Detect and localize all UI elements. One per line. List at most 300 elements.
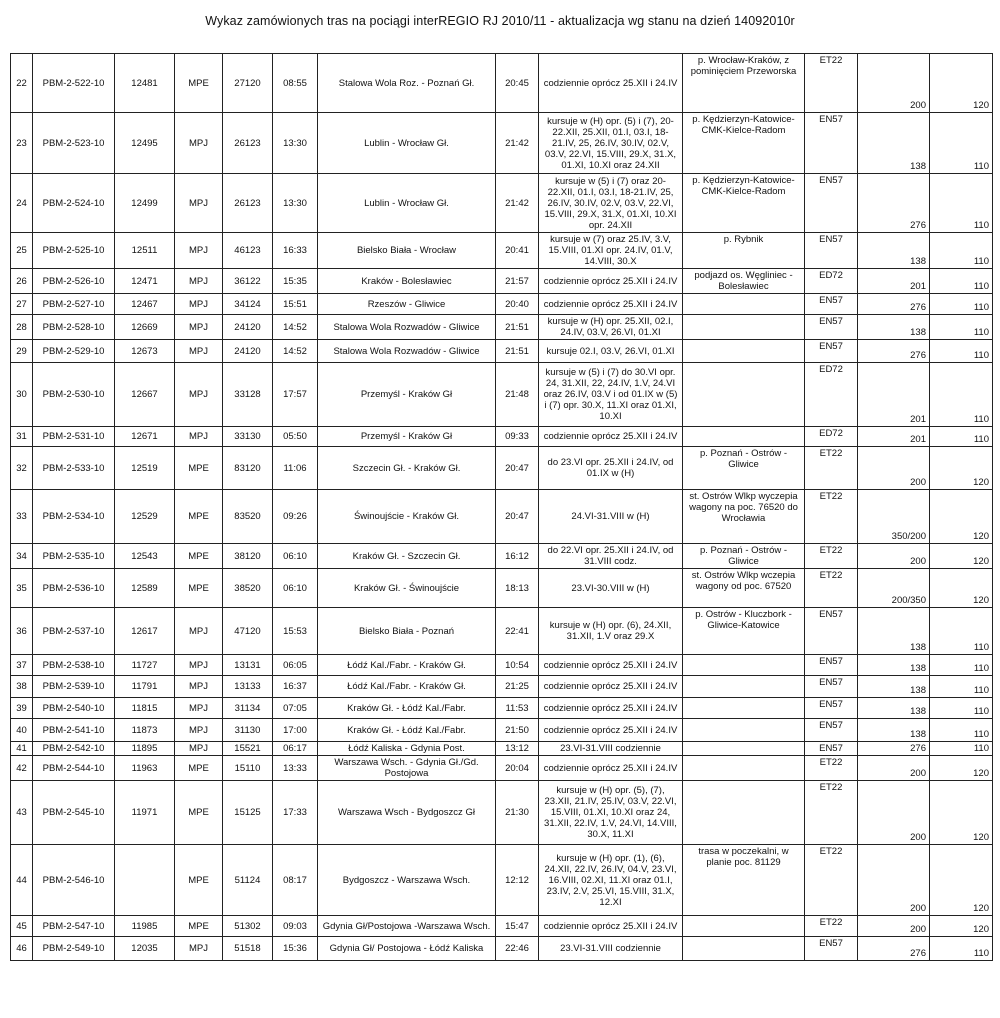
train-length-cell: 201 [858,269,930,294]
train-number-cell: 12529 [115,490,175,544]
train-number-cell: 11963 [115,756,175,781]
max-speed-cell: 110 [930,315,993,340]
arrival-time-cell: 18:13 [496,569,539,608]
locomotive-type-cell: EN57 [805,113,858,174]
route-id-cell: PBM-2-529-10 [33,340,115,363]
route-name-cell: Łódź Kaliska - Gdynia Post. [318,742,496,756]
route-remarks-cell: podjazd os. Węgliniec - Bolesławiec [683,269,805,294]
max-speed-cell: 120 [930,781,993,845]
departure-time-cell: 11:06 [273,447,318,490]
departure-time-cell: 13:30 [273,113,318,174]
running-days-cell: kursuje 02.I, 03.V, 26.VI, 01.XI [539,340,683,363]
train-length-cell: 350/200 [858,490,930,544]
row-number-cell: 33 [11,490,33,544]
departure-time-cell: 17:33 [273,781,318,845]
running-days-cell: do 22.VI opr. 25.XII i 24.IV, od 31.VIII codz. [539,544,683,569]
train-length-cell: 200/350 [858,569,930,608]
departure-time-cell: 14:52 [273,315,318,340]
train-length-cell: 276 [858,294,930,315]
timetable-number-cell: 31134 [223,698,273,719]
route-id-cell: PBM-2-537-10 [33,608,115,655]
train-number-cell: 12495 [115,113,175,174]
arrival-time-cell: 21:48 [496,363,539,427]
train-number-cell: 12673 [115,340,175,363]
max-speed-cell: 110 [930,340,993,363]
timetable-number-cell: 33130 [223,427,273,447]
route-remarks-cell: st. Ostrów Wlkp wyczepia wagony na poc. 76520 do Wrocławia [683,490,805,544]
timetable-number-cell: 15110 [223,756,273,781]
train-length-cell: 138 [858,698,930,719]
max-speed-cell: 110 [930,698,993,719]
departure-time-cell: 09:03 [273,916,318,937]
category-cell: MPE [175,54,223,113]
running-days-cell: kursuje w (H) opr. (6), 24.XII, 31.XII, 1.V oraz 29.X [539,608,683,655]
departure-time-cell: 06:17 [273,742,318,756]
train-length-cell: 138 [858,233,930,269]
category-cell: MPJ [175,269,223,294]
route-id-cell: PBM-2-542-10 [33,742,115,756]
train-number-cell: 12467 [115,294,175,315]
route-remarks-cell [683,315,805,340]
route-id-cell: PBM-2-527-10 [33,294,115,315]
running-days-cell: 24.VI-31.VIII w (H) [539,490,683,544]
max-speed-cell: 120 [930,756,993,781]
running-days-cell: codziennie oprócz 25.XII i 24.IV [539,676,683,698]
routes-table-body [11,54,993,961]
route-id-cell: PBM-2-539-10 [33,676,115,698]
routes-table [10,53,993,961]
locomotive-type-cell: ET22 [805,544,858,569]
timetable-number-cell: 51124 [223,845,273,916]
train-number-cell: 11971 [115,781,175,845]
route-remarks-cell [683,698,805,719]
train-length-cell: 200 [858,544,930,569]
arrival-time-cell: 21:25 [496,676,539,698]
departure-time-cell: 15:36 [273,937,318,961]
train-number-cell: 12671 [115,427,175,447]
table-row [11,363,993,427]
route-id-cell: PBM-2-533-10 [33,447,115,490]
locomotive-type-cell: EN57 [805,294,858,315]
arrival-time-cell: 10:54 [496,655,539,676]
table-row [11,490,993,544]
timetable-number-cell: 24120 [223,315,273,340]
route-name-cell: Stalowa Wola Rozwadów - Gliwice [318,315,496,340]
table-row [11,54,993,113]
arrival-time-cell: 16:12 [496,544,539,569]
max-speed-cell: 110 [930,937,993,961]
max-speed-cell: 110 [930,676,993,698]
row-number-cell: 41 [11,742,33,756]
route-remarks-cell [683,916,805,937]
route-id-cell: PBM-2-544-10 [33,756,115,781]
route-name-cell: Gdynia Gł/Postojowa -Warszawa Wsch. [318,916,496,937]
route-id-cell: PBM-2-526-10 [33,269,115,294]
running-days-cell: kursuje w (5) i (7) oraz 20-22.XII, 01.I, 03.I, 18-21.IV, 25, 26.IV, 30.IV, 02.V, 03.V, 22.VI, 15.VIII, 29.X, 31.X, 01.XI, 10.XI opr. 24.XII [539,174,683,233]
category-cell: MPE [175,781,223,845]
route-remarks-cell: p. Kędzierzyn-Katowice-CMK-Kielce-Radom [683,174,805,233]
locomotive-type-cell: EN57 [805,742,858,756]
row-number-cell: 35 [11,569,33,608]
table-row [11,781,993,845]
arrival-time-cell: 21:30 [496,781,539,845]
row-number-cell: 28 [11,315,33,340]
category-cell: MPJ [175,608,223,655]
train-number-cell: 12481 [115,54,175,113]
locomotive-type-cell: EN57 [805,719,858,742]
running-days-cell: kursuje w (5) i (7) do 30.VI opr. 24, 31.XII, 22, 24.IV, 1.V, 24.VI oraz 26.IV, 03.V i od 01.IX w (5) i (7) opr. 30.X, 11.XI oraz 01.XI, 10.XI [539,363,683,427]
category-cell: MPE [175,569,223,608]
running-days-cell: kursuje w (H) opr. (1), (6), 24.XII, 22.IV, 26.IV, 04.V, 23.VI, 16.VIII, 02.XI, 11.XI oraz 01.I, 23.IV, 2.V, 25.VI, 15.VIII, 31.X, 12.XI [539,845,683,916]
locomotive-type-cell: ET22 [805,756,858,781]
route-id-cell: PBM-2-541-10 [33,719,115,742]
arrival-time-cell: 20:04 [496,756,539,781]
departure-time-cell: 14:52 [273,340,318,363]
running-days-cell: 23.VI-31.VIII codziennie [539,742,683,756]
running-days-cell: kursuje w (H) opr. 25.XII, 02.I, 24.IV, 03.V, 26.VI, 01.XI [539,315,683,340]
train-number-cell: 12471 [115,269,175,294]
running-days-cell: codziennie oprócz 25.XII i 24.IV [539,54,683,113]
route-remarks-cell: p. Poznań - Ostrów - Gliwice [683,447,805,490]
arrival-time-cell: 21:50 [496,719,539,742]
timetable-number-cell: 51302 [223,916,273,937]
table-row [11,427,993,447]
arrival-time-cell: 12:12 [496,845,539,916]
train-number-cell [115,845,175,916]
arrival-time-cell: 09:33 [496,427,539,447]
route-id-cell: PBM-2-525-10 [33,233,115,269]
route-remarks-cell: p. Ostrów - Kluczbork - Gliwice-Katowice [683,608,805,655]
train-number-cell: 11791 [115,676,175,698]
row-number-cell: 25 [11,233,33,269]
departure-time-cell: 17:57 [273,363,318,427]
timetable-number-cell: 27120 [223,54,273,113]
table-row [11,569,993,608]
departure-time-cell: 16:37 [273,676,318,698]
route-name-cell: Przemyśl - Kraków Gł [318,363,496,427]
route-id-cell: PBM-2-546-10 [33,845,115,916]
row-number-cell: 44 [11,845,33,916]
timetable-number-cell: 51518 [223,937,273,961]
locomotive-type-cell: ET22 [805,569,858,608]
route-remarks-cell [683,655,805,676]
locomotive-type-cell: EN57 [805,174,858,233]
category-cell: MPJ [175,233,223,269]
category-cell: MPJ [175,315,223,340]
route-id-cell: PBM-2-524-10 [33,174,115,233]
locomotive-type-cell: EN57 [805,698,858,719]
table-row [11,655,993,676]
route-id-cell: PBM-2-531-10 [33,427,115,447]
max-speed-cell: 120 [930,569,993,608]
train-number-cell: 11873 [115,719,175,742]
train-number-cell: 11815 [115,698,175,719]
route-id-cell: PBM-2-545-10 [33,781,115,845]
route-remarks-cell [683,340,805,363]
running-days-cell: codziennie oprócz 25.XII i 24.IV [539,756,683,781]
route-id-cell: PBM-2-522-10 [33,54,115,113]
timetable-number-cell: 24120 [223,340,273,363]
route-name-cell: Rzeszów - Gliwice [318,294,496,315]
category-cell: MPJ [175,340,223,363]
running-days-cell: kursuje w (H) opr. (5) i (7), 20-22.XII, 25.XII, 01.I, 03.I, 18-21.IV, 25, 26.IV, 30.IV, 02.V, 03.V, 22.VI, 15.VIII, 29.X, 31.X, 01.XI, 10.XI oraz 24.XII [539,113,683,174]
arrival-time-cell: 22:46 [496,937,539,961]
route-id-cell: PBM-2-538-10 [33,655,115,676]
timetable-number-cell: 46123 [223,233,273,269]
train-number-cell: 12589 [115,569,175,608]
route-id-cell: PBM-2-540-10 [33,698,115,719]
row-number-cell: 31 [11,427,33,447]
arrival-time-cell: 21:51 [496,340,539,363]
departure-time-cell: 13:30 [273,174,318,233]
route-name-cell: Kraków Gł. - Szczecin Gł. [318,544,496,569]
route-remarks-cell [683,427,805,447]
route-name-cell: Bielsko Biała - Wrocław [318,233,496,269]
category-cell: MPJ [175,937,223,961]
category-cell: MPJ [175,363,223,427]
train-number-cell: 12669 [115,315,175,340]
train-length-cell: 276 [858,742,930,756]
route-remarks-cell [683,363,805,427]
route-name-cell: Bydgoszcz - Warszawa Wsch. [318,845,496,916]
table-row [11,544,993,569]
table-row [11,756,993,781]
row-number-cell: 29 [11,340,33,363]
train-number-cell: 12519 [115,447,175,490]
departure-time-cell: 07:05 [273,698,318,719]
train-number-cell: 11727 [115,655,175,676]
arrival-time-cell: 20:45 [496,54,539,113]
row-number-cell: 37 [11,655,33,676]
category-cell: MPE [175,447,223,490]
route-remarks-cell: trasa w poczekalni, w planie poc. 81129 [683,845,805,916]
departure-time-cell: 09:26 [273,490,318,544]
table-row [11,845,993,916]
table-row [11,340,993,363]
locomotive-type-cell: EN57 [805,315,858,340]
train-length-cell: 276 [858,937,930,961]
departure-time-cell: 16:33 [273,233,318,269]
max-speed-cell: 110 [930,233,993,269]
route-id-cell: PBM-2-528-10 [33,315,115,340]
category-cell: MPJ [175,174,223,233]
table-row [11,233,993,269]
max-speed-cell: 110 [930,174,993,233]
route-id-cell: PBM-2-534-10 [33,490,115,544]
route-name-cell: Warszawa Wsch - Bydgoszcz Gł [318,781,496,845]
table-row [11,916,993,937]
table-row [11,113,993,174]
row-number-cell: 45 [11,916,33,937]
route-id-cell: PBM-2-530-10 [33,363,115,427]
departure-time-cell: 05:50 [273,427,318,447]
timetable-number-cell: 83520 [223,490,273,544]
route-remarks-cell [683,756,805,781]
arrival-time-cell: 20:47 [496,490,539,544]
train-number-cell: 11985 [115,916,175,937]
category-cell: MPE [175,490,223,544]
row-number-cell: 26 [11,269,33,294]
row-number-cell: 40 [11,719,33,742]
route-id-cell: PBM-2-535-10 [33,544,115,569]
train-number-cell: 12667 [115,363,175,427]
category-cell: MPJ [175,294,223,315]
running-days-cell: codziennie oprócz 25.XII i 24.IV [539,916,683,937]
table-row [11,608,993,655]
route-name-cell: Świnoujście - Kraków Gł. [318,490,496,544]
table-row [11,269,993,294]
train-length-cell: 138 [858,315,930,340]
route-name-cell: Stalowa Wola Rozwadów - Gliwice [318,340,496,363]
table-row [11,447,993,490]
category-cell: MPJ [175,113,223,174]
route-remarks-cell [683,719,805,742]
max-speed-cell: 110 [930,294,993,315]
departure-time-cell: 15:35 [273,269,318,294]
locomotive-type-cell: ED72 [805,269,858,294]
row-number-cell: 34 [11,544,33,569]
table-row [11,315,993,340]
route-id-cell: PBM-2-536-10 [33,569,115,608]
timetable-number-cell: 13133 [223,676,273,698]
timetable-number-cell: 83120 [223,447,273,490]
arrival-time-cell: 20:47 [496,447,539,490]
route-name-cell: Stalowa Wola Roz. - Poznań Gł. [318,54,496,113]
train-length-cell: 276 [858,340,930,363]
locomotive-type-cell: ED72 [805,427,858,447]
timetable-number-cell: 31130 [223,719,273,742]
locomotive-type-cell: ET22 [805,916,858,937]
max-speed-cell: 120 [930,845,993,916]
running-days-cell: codziennie oprócz 25.XII i 24.IV [539,719,683,742]
running-days-cell: codziennie oprócz 25.XII i 24.IV [539,427,683,447]
table-row [11,719,993,742]
category-cell: MPE [175,544,223,569]
route-remarks-cell: p. Wrocław-Kraków, z pominięciem Przeworska [683,54,805,113]
max-speed-cell: 110 [930,427,993,447]
departure-time-cell: 15:53 [273,608,318,655]
arrival-time-cell: 20:40 [496,294,539,315]
route-id-cell: PBM-2-523-10 [33,113,115,174]
train-number-cell: 12499 [115,174,175,233]
route-name-cell: Lublin - Wrocław Gł. [318,174,496,233]
timetable-number-cell: 36122 [223,269,273,294]
departure-time-cell: 06:10 [273,544,318,569]
route-remarks-cell [683,294,805,315]
train-length-cell: 138 [858,113,930,174]
train-length-cell: 200 [858,916,930,937]
max-speed-cell: 110 [930,742,993,756]
route-name-cell: Kraków Gł. - Świnoujście [318,569,496,608]
route-name-cell: Szczecin Gł. - Kraków Gł. [318,447,496,490]
train-number-cell: 12543 [115,544,175,569]
route-remarks-cell [683,937,805,961]
route-remarks-cell: p. Poznań - Ostrów - Gliwice [683,544,805,569]
arrival-time-cell: 15:47 [496,916,539,937]
category-cell: MPJ [175,698,223,719]
max-speed-cell: 110 [930,363,993,427]
arrival-time-cell: 21:57 [496,269,539,294]
row-number-cell: 36 [11,608,33,655]
arrival-time-cell: 11:53 [496,698,539,719]
arrival-time-cell: 21:42 [496,113,539,174]
row-number-cell: 43 [11,781,33,845]
route-name-cell: Kraków Gł. - Łódź Kal./Fabr. [318,719,496,742]
category-cell: MPJ [175,427,223,447]
row-number-cell: 22 [11,54,33,113]
train-length-cell: 138 [858,608,930,655]
locomotive-type-cell: EN57 [805,676,858,698]
train-length-cell: 200 [858,845,930,916]
max-speed-cell: 110 [930,113,993,174]
timetable-number-cell: 38120 [223,544,273,569]
max-speed-cell: 120 [930,916,993,937]
route-name-cell: Kraków Gł. - Łódź Kal./Fabr. [318,698,496,719]
arrival-time-cell: 20:41 [496,233,539,269]
max-speed-cell: 110 [930,269,993,294]
row-number-cell: 27 [11,294,33,315]
table-row [11,937,993,961]
row-number-cell: 32 [11,447,33,490]
timetable-number-cell: 15125 [223,781,273,845]
route-id-cell: PBM-2-549-10 [33,937,115,961]
table-row [11,174,993,233]
train-number-cell: 12617 [115,608,175,655]
route-remarks-cell: st. Ostrów Wlkp wczepia wagony od poc. 67520 [683,569,805,608]
route-remarks-cell: p. Rybnik [683,233,805,269]
locomotive-type-cell: EN57 [805,233,858,269]
max-speed-cell: 120 [930,544,993,569]
table-row [11,698,993,719]
departure-time-cell: 13:33 [273,756,318,781]
route-remarks-cell [683,742,805,756]
row-number-cell: 30 [11,363,33,427]
table-row [11,676,993,698]
timetable-number-cell: 15521 [223,742,273,756]
running-days-cell: do 23.VI opr. 25.XII i 24.IV, od 01.IX w (H) [539,447,683,490]
category-cell: MPE [175,756,223,781]
route-remarks-cell: p. Kędzierzyn-Katowice-CMK-Kielce-Radom [683,113,805,174]
category-cell: MPJ [175,719,223,742]
train-length-cell: 138 [858,719,930,742]
running-days-cell: codziennie oprócz 25.XII i 24.IV [539,294,683,315]
route-name-cell: Łódź Kal./Fabr. - Kraków Gł. [318,676,496,698]
table-row [11,294,993,315]
train-length-cell: 138 [858,655,930,676]
category-cell: MPE [175,845,223,916]
arrival-time-cell: 21:42 [496,174,539,233]
running-days-cell: codziennie oprócz 25.XII i 24.IV [539,655,683,676]
departure-time-cell: 08:55 [273,54,318,113]
locomotive-type-cell: ET22 [805,845,858,916]
timetable-number-cell: 34124 [223,294,273,315]
locomotive-type-cell: ET22 [805,490,858,544]
train-number-cell: 11895 [115,742,175,756]
timetable-number-cell: 13131 [223,655,273,676]
running-days-cell: 23.VI-30.VIII w (H) [539,569,683,608]
train-length-cell: 201 [858,363,930,427]
train-length-cell: 138 [858,676,930,698]
row-number-cell: 42 [11,756,33,781]
category-cell: MPJ [175,676,223,698]
arrival-time-cell: 21:51 [496,315,539,340]
route-name-cell: Gdynia Gł/ Postojowa - Łódź Kaliska [318,937,496,961]
route-name-cell: Przemyśl - Kraków Gł [318,427,496,447]
train-length-cell: 201 [858,427,930,447]
route-name-cell: Łódź Kal./Fabr. - Kraków Gł. [318,655,496,676]
max-speed-cell: 120 [930,54,993,113]
row-number-cell: 24 [11,174,33,233]
